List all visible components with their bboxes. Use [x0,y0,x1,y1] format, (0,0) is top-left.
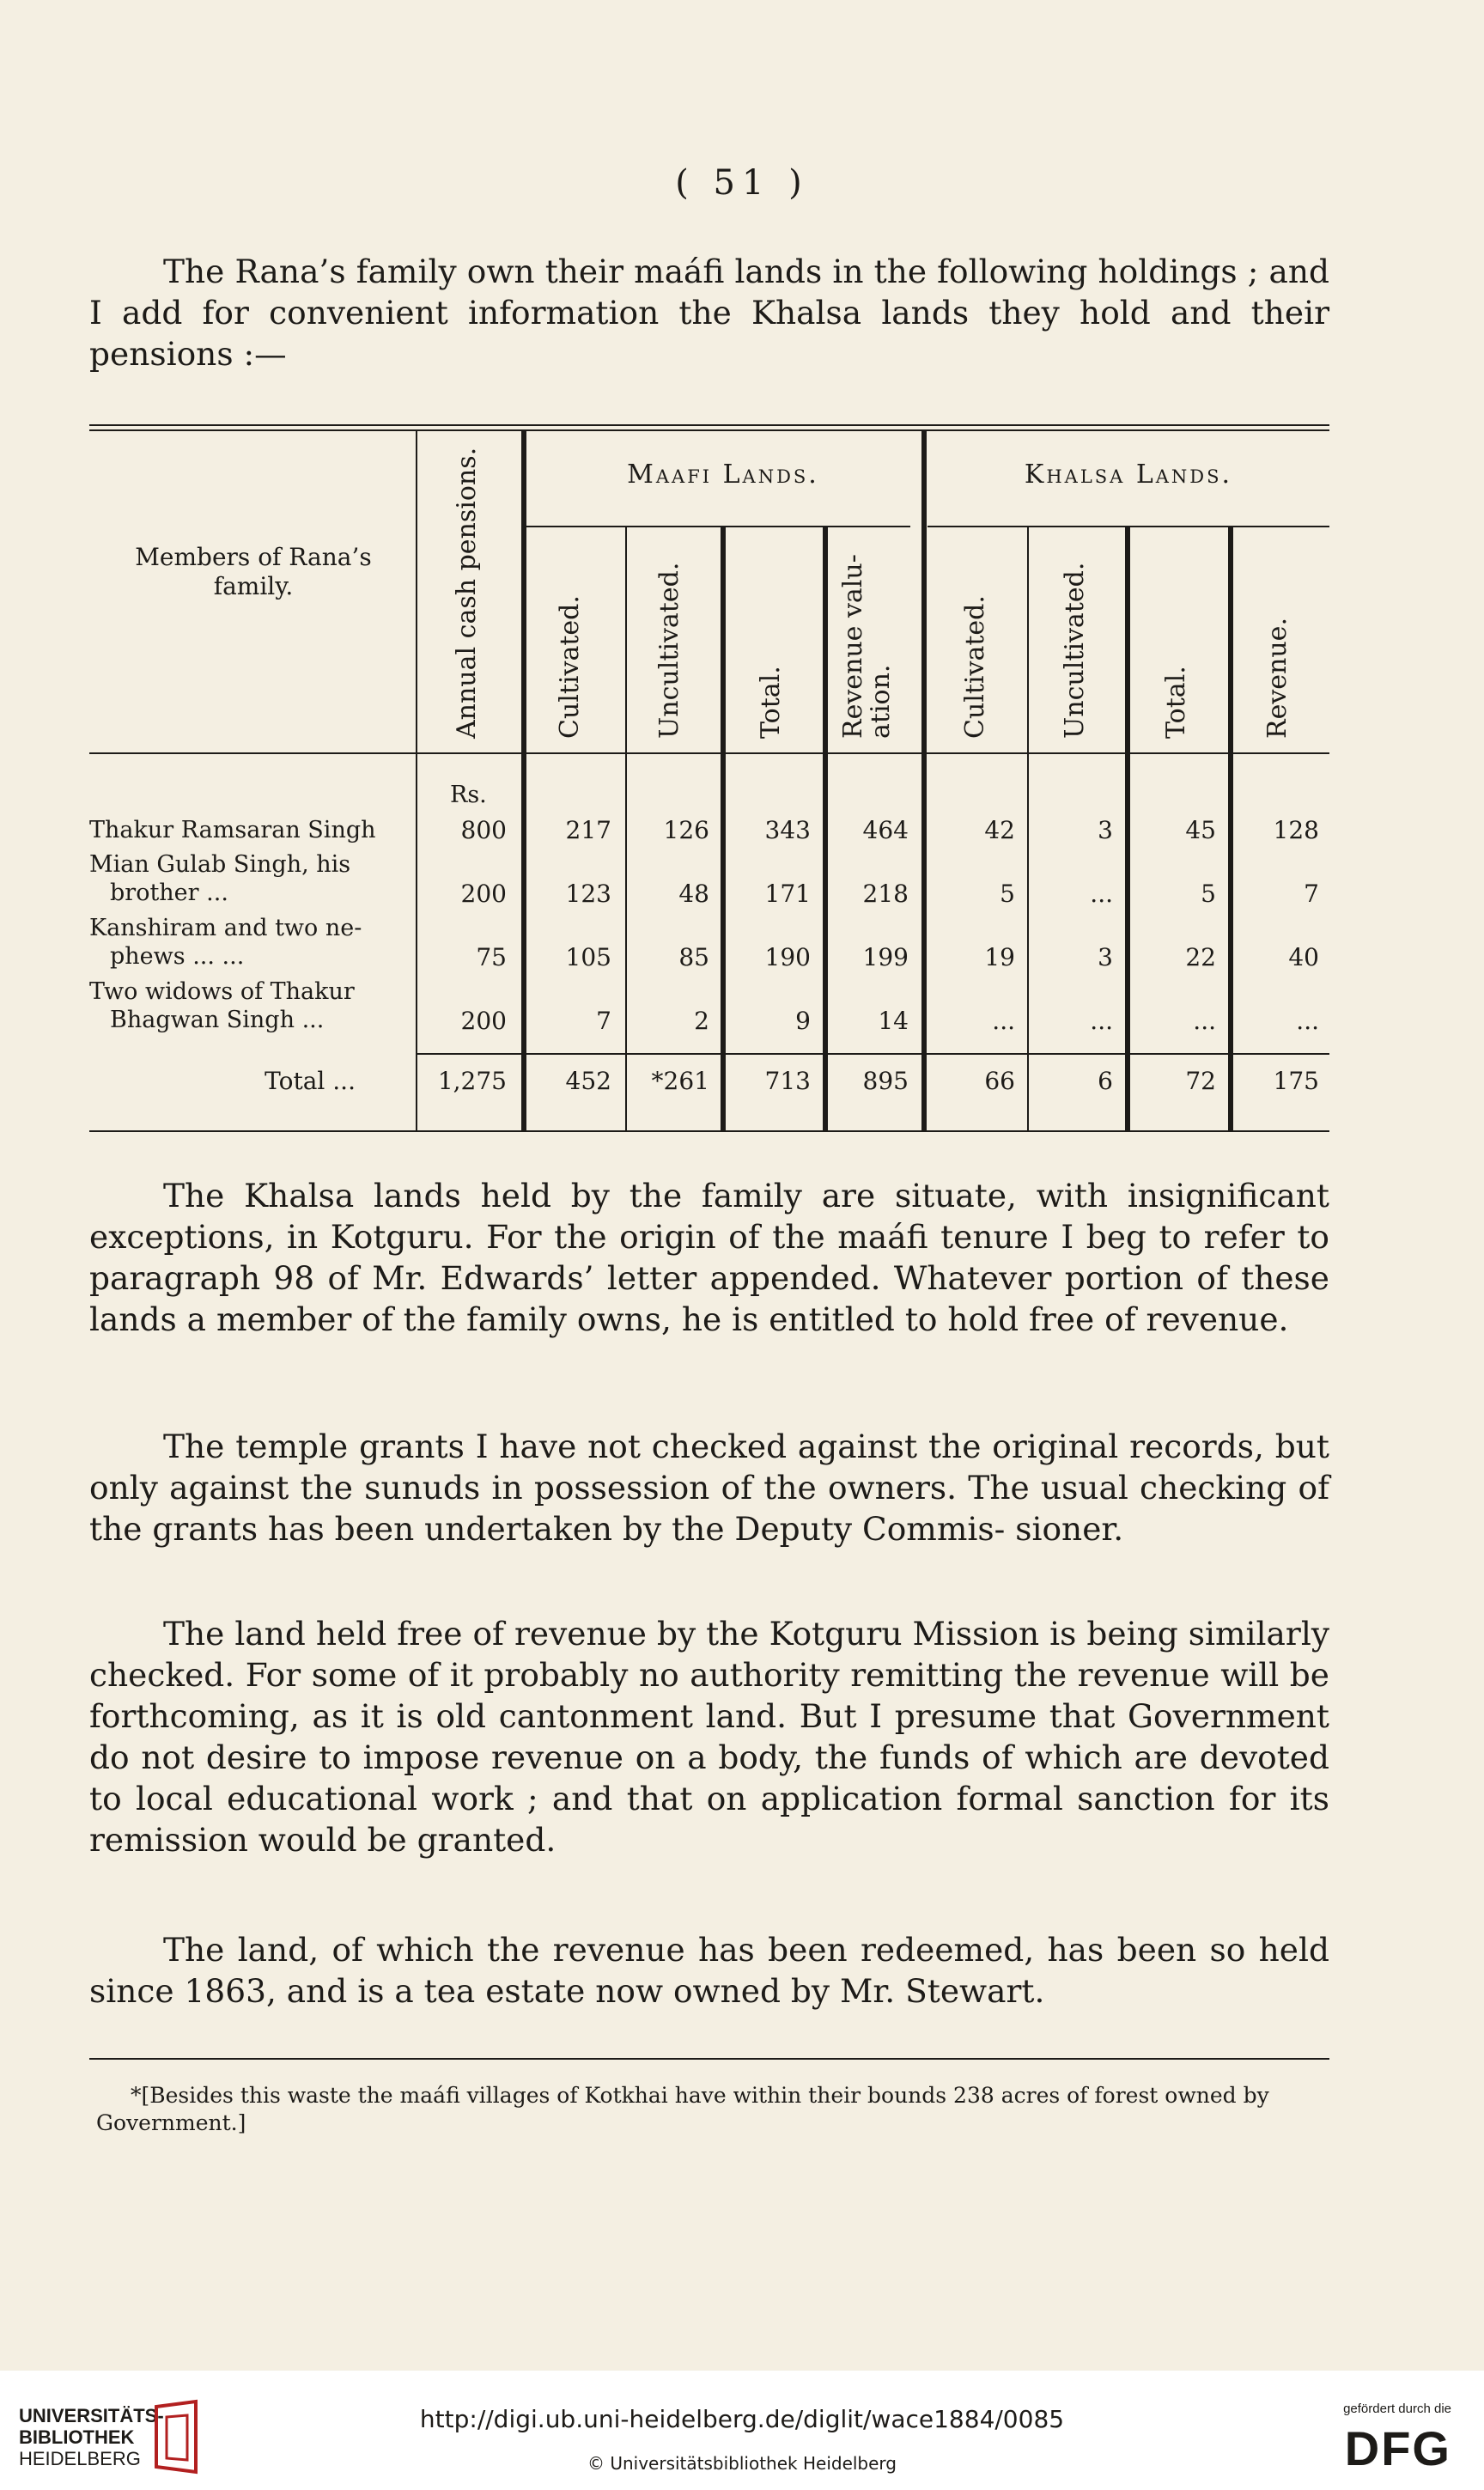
row-label-2: Mian Gulab Singh, his brother ... [89,851,351,906]
total-cell: 452 [565,1067,611,1095]
table-cell: 2 [694,1007,709,1035]
table-cell: 128 [1273,816,1319,844]
col-divider-k3 [1228,526,1233,1130]
table-cell: 217 [565,816,611,844]
table-cell: 3 [1098,943,1113,971]
table-cell: 75 [476,943,507,971]
library-name: UNIVERSITÄTS- BIBLIOTHEK HEIDELBERG [19,2405,164,2469]
dfg-logo: DFG [1344,2421,1451,2475]
table-cell: 171 [764,880,811,908]
page-number: ( 51 ) [675,163,809,203]
maafi-header: Maafi Lands. [627,460,819,490]
col-divider-m2 [721,526,726,1130]
total-cell: 72 [1185,1067,1216,1095]
maafi-uncultivated-header: Uncultivated. [654,562,684,739]
khalsa-header: Khalsa Lands. [1024,460,1233,490]
table-cell: 123 [565,880,611,908]
table-cell: 7 [1304,880,1319,908]
table-cell: 218 [862,880,909,908]
table-cell: ... [1090,880,1113,908]
paragraph-khalsa: The Khalsa lands held by the family are situate, with insignificant exceptions, in Kotguru. For the origin of the maáfi tenure I beg to refer to paragraph 98 of Mr. Edwards’ letter appended. Whatever portion of these lands a member of the family owns, he is entitled to hold free of revenue. [89,1177,1329,1338]
col-divider-k2 [1125,526,1130,1130]
total-cell: 1,275 [437,1067,507,1095]
maafi-total-header: Total. [756,666,786,739]
table-cell: 22 [1185,943,1216,971]
footnote-rule [89,2058,1329,2060]
khalsa-total-header: Total. [1161,666,1191,739]
maafi-revenue-header: Revenue valu- ation. [838,554,896,739]
table-cell: 48 [678,880,709,908]
total-cell: 66 [984,1067,1015,1095]
paragraph-mission: The land held free of revenue by the Kotguru Mission is being similarly checked. For some of it probably no authority remitting the revenue will be forthcoming, as it is old cantonment land. But I presume that Government do not desire to impose revenue on a body, the funds of which are devoted to local educational work ; and that on application formal sanction for its remission would be granted. [89,1615,1329,1859]
intro-paragraph: The Rana’s family own their maáfi lands in the following holdings ; and I add for convenient information the Khalsa lands they hold and their pensions :— [89,253,1329,373]
footnote: *[Besides this waste the maáfi villages of Kotkhai have within their bounds 238 acres of forest owned by Government.] [96,2083,1269,2135]
table-cell: 126 [663,816,709,844]
table-cell: 7 [596,1007,611,1035]
table-cell: 14 [878,1007,909,1035]
maafi-cultivated-header: Cultivated. [555,595,585,739]
table-cell: 199 [862,943,909,971]
funded-by-label: gefördert durch die [1343,2402,1451,2416]
row-label-1: Thakur Ramsaran Singh [89,817,376,843]
col-divider-m3 [823,526,828,1130]
total-top-rule [417,1053,1329,1055]
table-cell: 9 [795,1007,811,1035]
col-divider-groups [921,429,927,1130]
col-divider-k1 [1027,526,1029,1130]
table-cell: 800 [460,816,507,844]
table-cell: 3 [1098,816,1113,844]
table-cell: 85 [678,943,709,971]
table-top-rule [89,424,1329,426]
source-url[interactable]: http://digi.ub.uni-heidelberg.de/diglit/wace1884/0085 [419,2405,1065,2433]
row-label-4: Two widows of Thakur Bhagwan Singh ... [89,978,355,1033]
paragraph-temple: The temple grants I have not checked against the original records, but only against the sunuds in possession of the owners. The usual checking of the grants has been undertaken by the Deputy Commis- sioner. [89,1428,1329,1548]
khalsa-revenue-header: Revenue. [1262,618,1292,739]
col-divider-pension [521,429,526,1130]
total-cell: 175 [1273,1067,1319,1095]
total-label: Total ... [265,1067,356,1095]
table-cell: 45 [1185,816,1216,844]
table-cell: 464 [862,816,909,844]
table-bottom-rule [89,1130,1329,1132]
table-cell: ... [1296,1007,1319,1035]
members-header: Members of Rana’s family. [135,543,372,600]
currency-label: Rs. [450,782,487,808]
table-cell: 19 [984,943,1015,971]
pension-header: Annual cash pensions. [452,447,482,739]
table-top-rule-2 [89,429,1329,431]
table-cell: 190 [764,943,811,971]
copyright: © Universitätsbibliothek Heidelberg [587,2453,897,2474]
table-cell: ... [992,1007,1015,1035]
row-label-3: Kanshiram and two ne- phews ... ... [89,915,362,970]
total-cell: *261 [651,1067,709,1095]
khalsa-uncultivated-header: Uncultivated. [1060,562,1090,739]
table-cell: ... [1193,1007,1216,1035]
total-cell: 713 [764,1067,811,1095]
table-cell: ... [1090,1007,1113,1035]
col-divider-m1 [625,526,627,1130]
table-cell: 5 [1000,880,1015,908]
khalsa-cultivated-header: Cultivated. [960,595,990,739]
total-cell: 895 [862,1067,909,1095]
table-cell: 343 [764,816,811,844]
table-cell: 40 [1288,943,1319,971]
col-divider-member [416,429,417,1130]
paragraph-tea-estate: The land, of which the revenue has been redeemed, has been so held since 1863, and is a tea estate now owned by Mr. Stewart. [89,1931,1329,2010]
maafi-group-rule [526,526,910,527]
table-cell: 105 [565,943,611,971]
table-cell: 200 [460,1007,507,1035]
table-cell: 5 [1201,880,1216,908]
header-bottom-rule [89,752,1329,754]
table-cell: 42 [984,816,1015,844]
total-cell: 6 [1098,1067,1113,1095]
table-cell: 200 [460,880,507,908]
